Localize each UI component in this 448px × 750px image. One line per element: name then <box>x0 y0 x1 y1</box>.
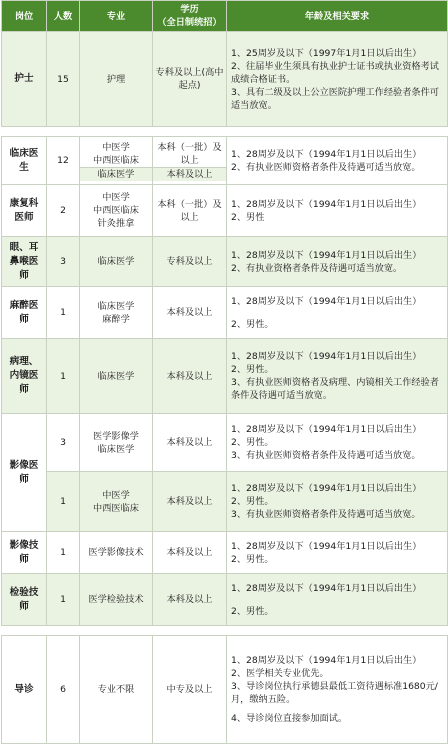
table-row <box>2 287 448 339</box>
header-position: 岗位 <box>2 1 47 32</box>
requirement-line: 1、28周岁及以下（1994年1月1日以后出生） <box>231 582 422 594</box>
table-row <box>2 636 448 744</box>
count-cell: 12 <box>47 137 80 185</box>
major-cell <box>80 185 153 237</box>
requirements-cell <box>227 185 448 237</box>
requirements-cell <box>227 237 448 287</box>
requirements-cell <box>227 414 448 472</box>
requirement-line: 1、28周岁及以下（1994年1月1日以后出生） <box>231 295 422 307</box>
requirement-line: 2、男性。 <box>231 496 274 507</box>
table-row <box>2 339 448 414</box>
requirements-cell <box>227 287 448 339</box>
education-cell: 专科及以上(高中起点) <box>153 32 227 127</box>
position-cell: 护士 <box>2 32 47 127</box>
header-education <box>153 1 227 32</box>
requirement-line: 1、28周岁及以下（1994年1月1日以后出生） <box>231 351 422 362</box>
position-cell: 康复科医师 <box>2 185 47 237</box>
count-cell: 3 <box>47 237 80 287</box>
header-major: 专业 <box>80 1 153 32</box>
position-cell: 病理、内镜医师 <box>2 339 47 414</box>
count-cell: 1 <box>47 532 80 574</box>
table-header-row <box>2 1 448 32</box>
major-line: 针灸推拿 <box>97 218 135 229</box>
major-cell <box>80 414 153 472</box>
count-cell: 1 <box>47 574 80 626</box>
requirements-cell <box>227 339 448 414</box>
major-line: 临床医学 <box>97 256 135 267</box>
position-cell: 影像技师 <box>2 532 47 574</box>
count-cell: 1 <box>47 339 80 414</box>
major-cell <box>80 532 153 574</box>
table-row <box>2 472 448 532</box>
major-line: 医学影像学 <box>93 430 139 442</box>
count-cell: 1 <box>47 287 80 339</box>
requirement-line: 2、男性。 <box>231 364 274 375</box>
major-line: 临床医学 <box>97 300 135 312</box>
table-row <box>2 574 448 626</box>
requirement-line: 2、有执业资格者条件及待遇可适当放宽。 <box>231 262 403 274</box>
requirement-line: 3、有执业医师资格者及病理、内镜相关工作经验者条件及待遇可适当放宽。 <box>231 377 439 401</box>
requirement-line: 2、男性。 <box>231 437 274 448</box>
major-line: 医学影像技术 <box>88 547 144 558</box>
education-cell: 本科及以上 <box>153 414 227 472</box>
requirements-cell <box>227 32 448 127</box>
requirement-line: 2、男性 <box>231 211 265 223</box>
major-cell <box>80 574 153 626</box>
education-sub: 本科及以上 <box>153 167 226 181</box>
table-row <box>2 185 448 237</box>
count-cell: 2 <box>47 185 80 237</box>
requirement-line: 1、28周岁及以下（1994年1月1日以后出生） <box>231 198 422 210</box>
education-cell: 本科及以上 <box>153 574 227 626</box>
position-cell: 麻醉医师 <box>2 287 47 339</box>
position-cell: 眼、耳鼻喉医师 <box>2 237 47 287</box>
major-cell <box>80 636 153 744</box>
education-cell: 本科及以上 <box>153 287 227 339</box>
table-row <box>2 137 448 185</box>
major-cell <box>80 287 153 339</box>
requirement-line: 3、有执业医师资格者条件及待遇可适当放宽。 <box>231 509 421 520</box>
requirement-line: 1、28周岁及以下（1994年1月1日以后出生） <box>231 424 422 435</box>
requirement-line: 3、有执业医师资格者条件及待遇可适当放宽。 <box>231 450 421 461</box>
major-line: 护理 <box>106 73 126 85</box>
major-line: 医学检验技术 <box>88 594 144 605</box>
major-line: 中西医临床 <box>93 154 139 166</box>
requirement-line: 1、25周岁及以下（1997年1月1日以后出生） <box>231 47 422 59</box>
major-cell <box>80 472 153 532</box>
education-cell <box>153 137 227 185</box>
position-cell: 检验技师 <box>2 574 47 626</box>
major-cell <box>80 339 153 414</box>
header-education-line1: 学历 <box>180 4 199 15</box>
header-education-line2: （全日制统招） <box>157 17 222 28</box>
major-line: 中西医临床 <box>93 205 139 216</box>
count-cell: 3 <box>47 414 80 472</box>
position-cell: 影像医师 <box>2 414 47 532</box>
requirements-cell <box>227 137 448 185</box>
table-row <box>2 532 448 574</box>
education-cell: 本科（一批）及以上 <box>153 185 227 237</box>
education-cell: 中专及以上 <box>153 636 227 744</box>
requirement-line: 2、医学相关专业优先。 <box>231 668 329 679</box>
position-cell: 临床医生 <box>2 137 47 185</box>
requirement-line: 4、导诊岗位直接参加面试。 <box>231 713 348 724</box>
count-cell: 1 <box>47 472 80 532</box>
header-requirements: 年龄及相关要求 <box>227 1 448 32</box>
education-cell: 专科及以上 <box>153 237 227 287</box>
requirement-line: 3、具有二级及以上公立医院护理工作经验者条件可适当放宽。 <box>231 86 439 111</box>
major-line: 中医学 <box>102 489 130 501</box>
table-row <box>2 237 448 287</box>
requirement-line: 2、男性。 <box>231 605 274 617</box>
major-cell <box>80 237 153 287</box>
requirements-cell <box>227 532 448 574</box>
requirement-line: 1、28周岁及以下（1994年1月1日以后出生） <box>231 540 422 552</box>
requirements-cell <box>227 574 448 626</box>
education-main: 本科（一批）及以上 <box>157 141 222 166</box>
recruitment-table <box>1 0 448 744</box>
major-cell <box>80 137 153 185</box>
major-line: 中医学 <box>102 192 130 203</box>
requirement-line: 2、男性。 <box>231 318 274 330</box>
count-cell: 15 <box>47 32 80 127</box>
education-cell: 本科及以上 <box>153 532 227 574</box>
education-cell: 本科及以上 <box>153 472 227 532</box>
requirement-line: 2、往届毕业生须具有执业护士证书或执业资格考试成绩合格证书。 <box>231 60 439 85</box>
major-line: 临床医学 <box>97 443 135 455</box>
major-line: 麻醉学 <box>102 313 130 325</box>
requirements-cell <box>227 636 448 744</box>
requirement-line: 1、28周岁及以下（1994年1月1日以后出生） <box>231 148 422 160</box>
requirement-line: 3、导诊岗位执行承德县最低工资待遇标准1680元/月，缴纳五险。 <box>231 681 438 705</box>
major-line: 中医学 <box>102 141 130 153</box>
requirement-line: 2、有执业医师资格者条件及待遇可适当放宽。 <box>231 161 421 173</box>
header-count: 人数 <box>47 1 80 32</box>
count-cell: 6 <box>47 636 80 744</box>
position-cell: 导诊 <box>2 636 47 744</box>
major-line: 专业不限 <box>97 684 135 695</box>
major-cell <box>80 32 153 127</box>
requirements-cell <box>227 472 448 532</box>
table-row <box>2 32 448 127</box>
education-cell: 本科及以上 <box>153 339 227 414</box>
requirement-line: 2、男性。 <box>231 553 274 565</box>
major-sub: 临床医学 <box>80 167 152 181</box>
requirement-line: 1、28周岁及以下（1994年1月1日以后出生） <box>231 483 422 494</box>
requirement-line: 1、28周岁及以下（1994年1月1日以后出生） <box>231 655 422 666</box>
requirement-line: 1、28周岁及以下（1994年1月1日以后出生） <box>231 249 422 261</box>
major-line: 中西医临床 <box>93 502 139 514</box>
table-row <box>2 414 448 472</box>
major-line: 临床医学 <box>97 370 135 382</box>
